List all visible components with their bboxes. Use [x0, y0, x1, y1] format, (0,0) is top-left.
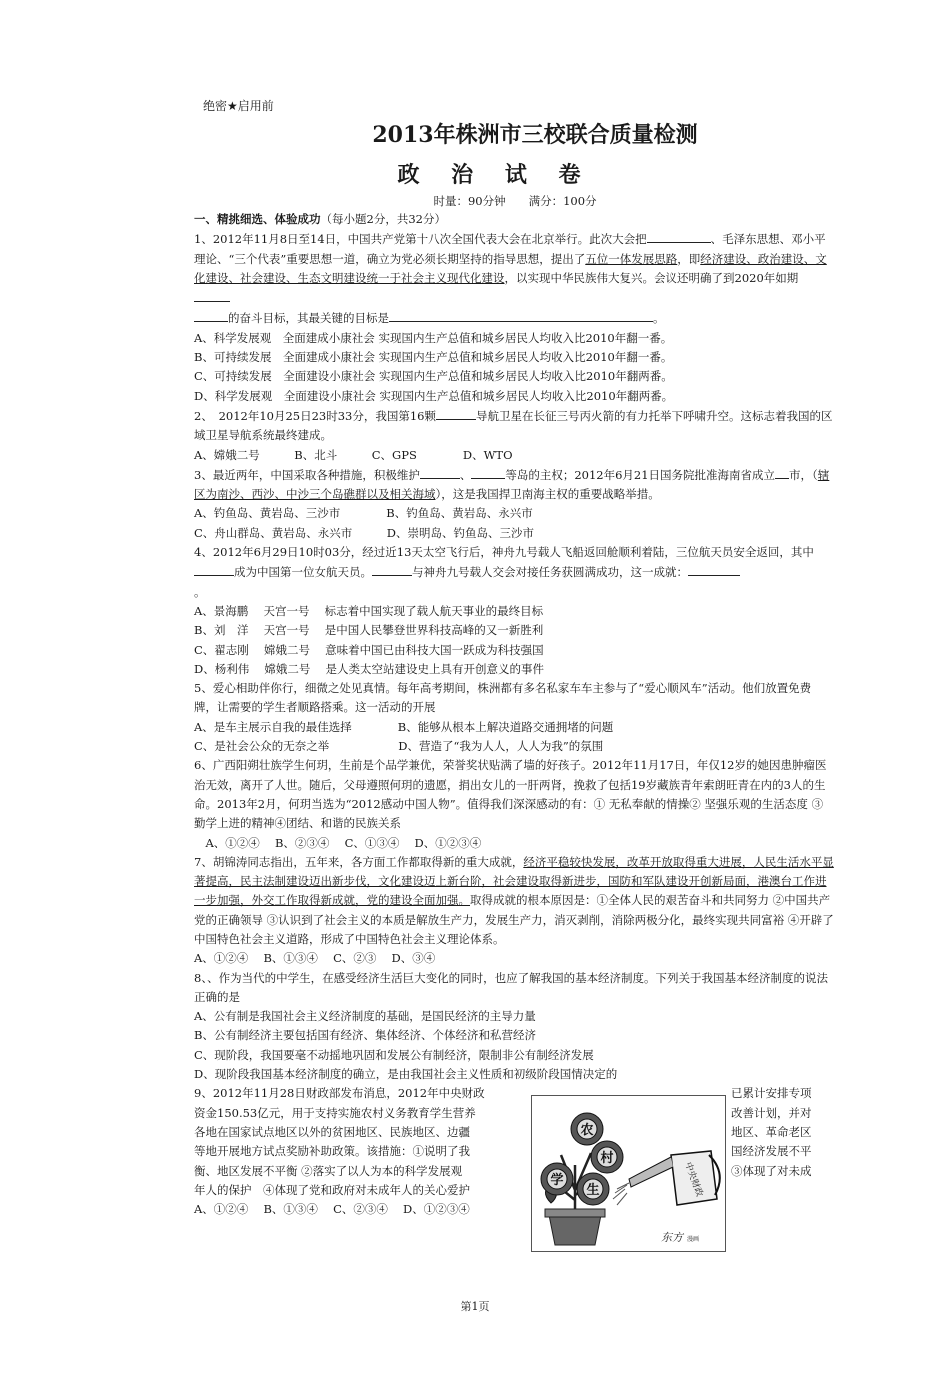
- q9-line: 地区、革命老区: [731, 1124, 812, 1139]
- question-1: [194, 229, 834, 308]
- q4-text-c: 与神舟九号载人交会对接任务获圆满成功，这一成就：: [412, 565, 688, 580]
- q9-line: ③体现了对未成: [731, 1163, 812, 1178]
- answer-blank: [647, 229, 711, 243]
- q9-line: 衡、地区发展不平衡 ②落实了以人为本的科学发展观: [194, 1163, 463, 1178]
- q1-text-c: ，即: [677, 251, 701, 266]
- q9-line: 资金150.53亿元，用于支持实施农村义务教育学生营养: [194, 1105, 476, 1120]
- q7-text-a: 7、胡锦涛同志指出，五年来，各方面工作都取得新的重大成就，: [194, 854, 524, 869]
- q3-text-c: 等岛的主权；2012年6月21日国务院批准海南省成立: [505, 467, 776, 482]
- flower-char: 村: [600, 1151, 614, 1166]
- confidential-mark: 绝密★启用前: [203, 99, 274, 113]
- section-title: 一、精挑细选、体验成功: [194, 212, 321, 226]
- flower-char: 学: [550, 1173, 564, 1188]
- q1-text-a: 1、2012年11月8日至14日，中国共产党第十八次全国代表大会在北京举行。此次大会把: [194, 232, 647, 247]
- flower-xue: [541, 1163, 573, 1195]
- q1-underline-1: 五位一体发展思路: [585, 251, 678, 266]
- option: D、现阶段我国基本经济制度的确立，是由我国社会主义性质和初级阶段国情决定的: [194, 1067, 618, 1082]
- exam-meta: 时量：90分钟 满分：100分: [433, 194, 597, 208]
- q3-text-d: 市，（: [789, 467, 818, 482]
- q4-text-b: 成为中国第一位女航天员。: [234, 565, 372, 580]
- option: A、是车主展示自我的最佳选择 B、能够从根本上解决道路交通拥堵的问题: [194, 719, 614, 734]
- option: D、科学发展观 全面建设小康社会 实现国内生产总值和城乡居民人均收入比2010年翻两番。: [194, 388, 674, 403]
- q2-text-a: 2、 2012年10月25日23时33分，我国第16颗: [194, 408, 436, 423]
- option: C、是社会公众的无奈之举 D、营造了“我为人人，人人为我”的氛围: [194, 739, 604, 754]
- q1-text-b: 、毛泽东思想、邓小平理论、“三个代表”重要思想一道，确立为党必须长期坚持的指导思想，提出了: [194, 232, 826, 266]
- answer-blank: [194, 288, 230, 302]
- q4-text-a: 4、2012年6月29日10时03分，经过近13天太空飞行后，神舟九号载人飞船返回舱顺利着陆，三位航天员安全返回，其中: [194, 545, 814, 560]
- question-6: 6、广西阳朔壮族学生何玥，生前是个品学兼优，荣誉奖状贴满了墙的好孩子。2012年11月17日，年仅12岁的她因患肿瘤医治无效，离开了人世。随后，父母遵照何玥的遗愿，捐出女儿的一肝两肾，挽救了包括19岁藏族青年索朗旺青在内的3人的生命。2013年2月，何玥当选为“2012感动中国人物”。值得我们深深感动的有：① 无私奉献的情操② 坚强乐观的生活态度 ③勤学上进的精神④团结、和谐的民族关系: [194, 758, 827, 831]
- q9-options: A、①②④ B、①③④ C、②③④ D、①②③④: [194, 1202, 470, 1217]
- section-heading: [194, 210, 834, 229]
- option: B、公有制经济主要包括国有经济、集体经济、个体经济和私营经济: [194, 1028, 536, 1043]
- question-5: 5、爱心相助伴你行，细微之处见真情。每年高考期间，株洲都有多名私家车车主参与了“爱心顺风车”活动。他们放置免费牌，让需要的学生者顺路搭乘。这一活动的开展: [194, 681, 812, 715]
- q9-line: 已累计安排专项: [731, 1086, 812, 1101]
- q9-left-column: [194, 1084, 512, 1219]
- exam-title: 2013年株洲市三校联合质量检测: [372, 122, 698, 148]
- q7-text-b: 取得成就的根本原因是：①全体人民的艰苦奋斗和共同努力 ②中国共产党的正确领导 ③认识到了社会主义的本质是解放生产力，发展生产力，消灭剥削，消除两极分化，最终实现共同富裕 ④开辟了中国特色社会主义道路，形成了中国特色社会主义理论体系。: [194, 893, 834, 946]
- can-label: 中央财政: [682, 1161, 704, 1199]
- q9-line: 9、2012年11月28日财政部发布消息，2012年中央财政: [194, 1086, 485, 1101]
- option: A、①②④ B、①③④ C、②③ D、③④: [194, 951, 436, 966]
- answer-blank: [194, 308, 228, 322]
- answer-blank: [775, 465, 789, 479]
- q9-line: 各地在国家试点地区以外的贫困地区、民族地区、边疆: [194, 1124, 470, 1139]
- q1-text-f: 。: [653, 311, 665, 326]
- answer-blank: [389, 308, 653, 322]
- option: C、翟志刚 嫦娥二号 意味着中国已由科技大国一跃成为科技强国: [194, 642, 544, 657]
- answer-blank: [471, 465, 505, 479]
- question-1-cont: [194, 308, 834, 328]
- question-4-end: 。: [194, 584, 206, 599]
- option: A、科学发展观 全面建成小康社会 实现国内生产总值和城乡居民人均收入比2010年翻一番。: [194, 330, 673, 345]
- q9-line: 改善计划，并对: [731, 1105, 812, 1120]
- option: B、刘 洋 天宫一号 是中国人民攀登世界科技高峰的又一新胜利: [194, 623, 544, 638]
- cartoon-signature: 东方: [661, 1231, 683, 1244]
- q7-underline: 经济平稳较快发展，改革开放取得重大进展，人民生活水平显著提高，民主法制建设迈出新步伐，文化建设迈上新台阶，社会建设取得新进步，国防和军队建设开创新局面，港澳台工作进一步加强，外交工作取得新成就，党的建设全面加强。: [194, 854, 834, 908]
- answer-blank: [688, 562, 740, 576]
- option: C、舟山群岛、黄岩岛、永兴市 D、崇明岛、钓鱼岛、三沙市: [194, 525, 535, 540]
- question-9: [194, 1084, 834, 1219]
- section-note: （每小题2分，共32分）: [320, 212, 446, 226]
- question-7: [194, 853, 834, 949]
- option: A、①②④ B、②③④ C、①③④ D、①②③④: [194, 835, 482, 850]
- exam-subtitle: 政 治 试 卷: [397, 162, 593, 188]
- q9-right-column: [731, 1084, 841, 1180]
- option: A、公有制是我国社会主义经济制度的基础，是国民经济的主导力量: [194, 1009, 536, 1024]
- option: A、嫦娥二号 B、北斗 C、GPS D、WTO: [194, 447, 513, 462]
- cartoon-signature-sub: 漫画: [687, 1236, 700, 1243]
- question-3: [194, 465, 834, 505]
- q1-text-e: 的奋斗目标，其最关键的目标是: [228, 311, 389, 326]
- answer-blank: [436, 406, 476, 420]
- option: A、钓鱼岛、黄岩岛、三沙市 B、钓鱼岛、黄岩岛、永兴市: [194, 506, 533, 521]
- flower-char: 生: [586, 1183, 600, 1198]
- flower-nong: [571, 1113, 603, 1145]
- answer-blank: [194, 562, 234, 576]
- question-4: [194, 543, 834, 583]
- cartoon-illustration: [531, 1095, 726, 1252]
- option: B、可持续发展 全面建成小康社会 实现国内生产总值和城乡居民人均收入比2010年翻一番。: [194, 350, 673, 365]
- page-number: 第1页: [460, 1300, 490, 1313]
- q3-text-b: 、: [459, 467, 472, 482]
- q9-line: 国经济发展不平: [731, 1144, 812, 1159]
- option: A、景海鹏 天宫一号 标志着中国实现了载人航天事业的最终目标: [194, 603, 544, 618]
- q9-line: 年人的保护 ④体现了党和政府对未成年人的关心爱护: [194, 1182, 470, 1197]
- q2-text-b: 导航卫星在长征三号丙火箭的有力托举下呼啸升空。这标志着我国的区域卫星导航系统最终建成。: [194, 408, 833, 443]
- option: C、现阶段，我国要毫不动摇地巩固和发展公有制经济，限制非公有制经济发展: [194, 1047, 594, 1062]
- option: D、杨利伟 嫦娥二号 是人类太空站建设史上具有开创意义的事件: [194, 661, 545, 676]
- q9-line: 等地开展地方试点奖励补助政策。该措施：①说明了我: [194, 1144, 470, 1159]
- option: C、可持续发展 全面建设小康社会 实现国内生产总值和城乡居民人均收入比2010年翻两番。: [194, 369, 673, 384]
- flower-pot: [549, 1215, 601, 1245]
- flower-cun: [591, 1141, 623, 1173]
- q3-text-e: ），这是我国捍卫南海主权的重要战略举措。: [435, 487, 660, 502]
- flower-sheng: [577, 1173, 609, 1205]
- answer-blank: [372, 562, 412, 576]
- q3-text-a: 3、最近两年，中国采取各种措施，积极维护: [194, 467, 420, 482]
- question-8: 8、、作为当代的中学生，在感受经济生活巨大变化的同时，也应了解我国的基本经济制度。下列关于我国基本经济制度的说法正确的是: [194, 970, 829, 1004]
- question-2: [194, 406, 834, 446]
- q3-underline: 辖区为南沙、西沙、中沙三个岛礁群以及相关海域: [194, 467, 830, 502]
- exam-content: [194, 210, 834, 1219]
- q1-text-d: ，以实现中华民族伟大复兴。会议还明确了到2020年如期: [504, 270, 799, 285]
- flower-char: 农: [580, 1123, 594, 1138]
- q1-underline-2: 经济建设、政治建设、文化建设、社会建设、生态文明建设统一于社会主义现代化建设: [194, 251, 827, 285]
- answer-blank: [420, 465, 460, 479]
